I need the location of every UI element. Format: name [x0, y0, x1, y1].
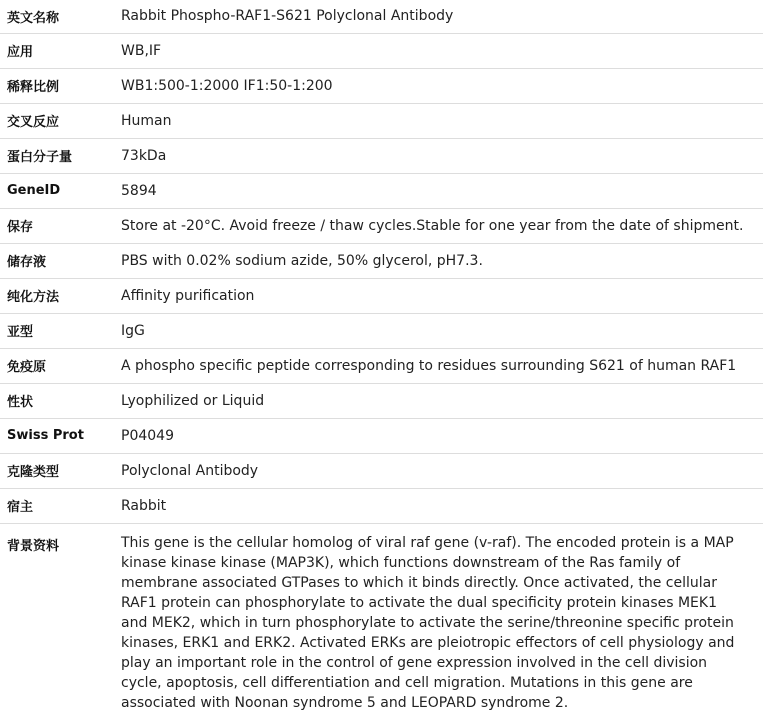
spec-row-molecular-weight	[0, 138, 763, 173]
spec-value: Affinity purification	[114, 278, 763, 313]
spec-row-gene-id	[0, 173, 763, 208]
spec-label: 交叉反应	[0, 103, 114, 138]
spec-row-immunogen	[0, 348, 763, 383]
spec-row-dilution	[0, 68, 763, 103]
spec-value: Lyophilized or Liquid	[114, 383, 763, 418]
spec-label: 背景资料	[7, 538, 60, 554]
spec-value: Human	[114, 103, 763, 138]
spec-label: 亚型	[0, 313, 114, 348]
spec-value: WB,IF	[114, 33, 763, 68]
spec-label: 英文名称	[0, 0, 114, 33]
spec-label: 保存	[0, 208, 114, 243]
spec-label: GeneID	[0, 173, 114, 208]
spec-row-host	[0, 488, 763, 523]
spec-row-reactivity	[0, 103, 763, 138]
spec-value: Rabbit Phospho-RAF1-S621 Polyclonal Antibody	[114, 0, 763, 33]
spec-value: 5894	[114, 173, 763, 208]
spec-label: 纯化方法	[0, 278, 114, 313]
spec-label: 稀释比例	[0, 68, 114, 103]
spec-label: 宿主	[0, 488, 114, 523]
spec-value: WB1:500-1:2000 IF1:50-1:200	[114, 68, 763, 103]
spec-value: PBS with 0.02% sodium azide, 50% glycerol, pH7.3.	[114, 243, 763, 278]
spec-value: Rabbit	[114, 488, 763, 523]
spec-row-background	[0, 523, 763, 713]
spec-value-background: This gene is the cellular homolog of viral raf gene (v-raf). The encoded protein is a MAP kinase kinase kinase (MAP3K), which functions downstream of the Ras family of membrane associated GTPases to which it binds directly. Once activated, the cellular RAF1 protein can phosphorylate to activate the dual specificity protein kinases MEK1 and MEK2, which in turn phosphorylate to activate the serine/threonine specific protein kinases, ERK1 and ERK2. Activated ERKs are pleiotropic effectors of cell physiology and play an important role in the control of gene expression involved in the cell division cycle, apoptosis, cell differentiation and cell migration. Mutations in this gene are associated with Noonan syndrome 5 and LEOPARD syndrome 2.	[121, 534, 735, 711]
spec-row-swiss-prot	[0, 418, 763, 453]
spec-row-buffer	[0, 243, 763, 278]
spec-label: Swiss Prot	[0, 418, 114, 453]
spec-row-storage	[0, 208, 763, 243]
spec-value: P04049	[114, 418, 763, 453]
spec-value: IgG	[114, 313, 763, 348]
spec-label: 克隆类型	[0, 453, 114, 488]
spec-label: 免疫原	[0, 348, 114, 383]
spec-value: Polyclonal Antibody	[114, 453, 763, 488]
spec-label: 储存液	[0, 243, 114, 278]
spec-label: 性状	[0, 383, 114, 418]
spec-row-application	[0, 33, 763, 68]
spec-label: 蛋白分子量	[0, 138, 114, 173]
spec-row-isotype	[0, 313, 763, 348]
spec-row-clonality	[0, 453, 763, 488]
spec-row-english-name	[0, 0, 763, 33]
spec-label: 应用	[0, 33, 114, 68]
spec-value: A phospho specific peptide corresponding to residues surrounding S621 of human RAF1	[114, 348, 763, 383]
spec-value: Store at -20°C. Avoid freeze / thaw cycles.Stable for one year from the date of shipment.	[114, 208, 763, 243]
spec-row-form	[0, 383, 763, 418]
spec-value: 73kDa	[114, 138, 763, 173]
spec-row-purification	[0, 278, 763, 313]
